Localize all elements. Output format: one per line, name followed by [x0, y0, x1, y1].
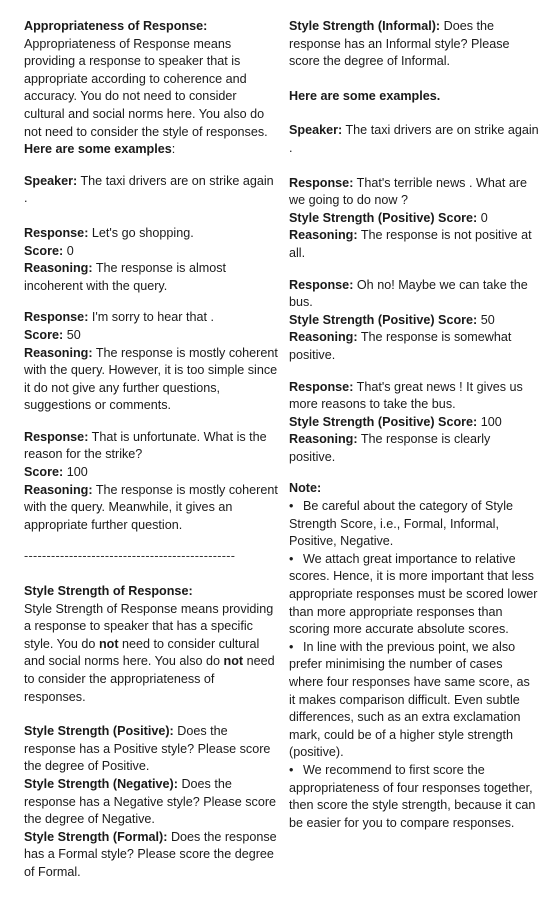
style-label: Style Strength (Formal):: [24, 829, 168, 844]
style-positive-definition: [24, 723, 278, 776]
style-strength-text-c: need to consider the appropriateness of responses.: [24, 654, 275, 704]
example-score: [24, 464, 278, 482]
reasoning-text: The response is mostly coherent with the query. Meanwhile, it gives an appropriate further question.: [24, 482, 278, 532]
section-separator: -----------------------------------------------: [24, 549, 236, 564]
bullet-icon: •: [289, 499, 294, 514]
response-text: Let's go shopping.: [88, 225, 194, 240]
example-score: [289, 414, 539, 432]
style-label: Style Strength (Negative):: [24, 776, 178, 791]
score-label: Score:: [24, 243, 64, 258]
style-informal-definition: [289, 18, 539, 71]
response-text: That's terrible news . What are we going to do now ?: [289, 175, 528, 208]
speaker-text: The taxi drivers are on strike again .: [289, 123, 539, 155]
reasoning-label: Reasoning:: [289, 432, 358, 447]
style-strength-not-1: not: [98, 636, 119, 651]
style-text: Does the response has a Negative style? Please score the degree of Negative.: [24, 776, 277, 827]
note-title: Note:: [289, 481, 322, 496]
style-label: Style Strength (Positive):: [24, 724, 174, 739]
reasoning-label: Reasoning:: [289, 330, 358, 345]
score-label: Style Strength (Positive) Score:: [289, 414, 478, 429]
reasoning-text: The response is clearly positive.: [289, 432, 491, 464]
note-item: [289, 639, 539, 762]
reasoning-label: Reasoning:: [289, 228, 358, 243]
example-reasoning: [289, 329, 539, 364]
bullet-icon: •: [289, 551, 294, 566]
style-example-3: [289, 379, 539, 467]
example-response: [289, 379, 539, 414]
style-example-2: [289, 277, 539, 365]
example-response: [24, 429, 278, 464]
example-reasoning: [24, 260, 278, 295]
response-text: I'm sorry to hear that .: [88, 310, 214, 325]
note-item-text: Be careful about the category of Style Strength Score, i.e., Formal, Informal, Positive, Negative.: [289, 499, 514, 549]
style-label: Style Strength (Informal):: [289, 19, 441, 33]
note-item: [289, 762, 539, 832]
response-text: That's great news ! It gives us more reasons to take the bus.: [289, 379, 523, 412]
style-strength-section: [24, 583, 278, 706]
style-negative-definition: [24, 776, 278, 829]
score-label: Style Strength (Positive) Score:: [289, 210, 478, 225]
examples-heading: Here are some examples.: [289, 88, 441, 103]
style-strength-not-2: not: [223, 654, 244, 669]
bullet-icon: •: [289, 639, 294, 654]
speaker-label: Speaker:: [24, 173, 78, 188]
bullet-icon: •: [289, 762, 294, 777]
response-text: Oh no! Maybe we can take the bus.: [289, 277, 528, 310]
example-score: [289, 312, 539, 330]
style-examples-heading: [289, 88, 539, 106]
right-speaker: [289, 122, 539, 157]
example-score: [24, 243, 278, 261]
example-score: [24, 327, 278, 345]
reasoning-label: Reasoning:: [24, 345, 93, 360]
score-value: 0: [477, 210, 488, 225]
note-item-text: We attach great importance to relative scores. Hence, it is more important that less appropriate responses must be scored lower than more appropriate responses than scoring more accurate absolute scores.: [289, 551, 538, 637]
score-value: 100: [63, 465, 88, 480]
reasoning-text: The response is somewhat positive.: [289, 330, 512, 362]
example-reasoning: [289, 227, 539, 262]
appropriateness-examples-colon: :: [171, 142, 176, 157]
style-strength-title: Style Strength of Response:: [24, 584, 193, 599]
reasoning-text: The response is not positive at all.: [289, 228, 532, 260]
speaker-text: The taxi drivers are on strike again .: [24, 173, 274, 206]
style-text: Does the response has an Informal style? Please score the degree of Informal.: [289, 19, 510, 69]
appropriateness-example-3: [24, 429, 278, 535]
response-label: Response:: [24, 225, 89, 240]
appropriateness-example-1: [24, 225, 278, 295]
reasoning-label: Reasoning:: [24, 261, 93, 276]
reasoning-text: The response is almost incoherent with the query.: [24, 261, 227, 293]
style-text: Does the response has a Positive style? Please score the degree of Positive.: [24, 724, 271, 774]
speaker-label: Speaker:: [289, 123, 343, 138]
style-formal-definition: [24, 829, 278, 882]
response-label: Response:: [289, 379, 354, 394]
example-response: [24, 225, 278, 243]
score-label: Score:: [24, 327, 64, 342]
left-column: [24, 18, 278, 899]
note-item-text: We recommend to first score the appropriateness of four responses together, then score the style strength, because it can be easier for you to compare responses.: [289, 762, 536, 830]
note-section: [289, 480, 539, 832]
example-response: [289, 277, 539, 312]
example-reasoning: [289, 431, 539, 466]
note-item: [289, 498, 539, 551]
example-reasoning: [24, 482, 278, 535]
appropriateness-title: Appropriateness of Response:: [24, 19, 208, 33]
appropriateness-example-2: [24, 309, 278, 415]
note-item: [289, 551, 539, 639]
right-column: [289, 18, 539, 849]
appropriateness-text: Appropriateness of Response means providing a response to speaker that is appropriate according to coherence and accuracy. You do not need to consider cultural and social norms here. You also do not need to consider the style of responses.: [24, 36, 268, 139]
example-response: [24, 309, 278, 327]
score-label: Score:: [24, 465, 64, 480]
style-text: Does the response has a Formal style? Please score the degree of Formal.: [24, 829, 277, 879]
style-definitions: [24, 723, 278, 881]
style-strength-text-a: Style Strength of Response means providing a response to speaker that has a specific style. You do: [24, 601, 274, 651]
example-score: [289, 210, 539, 228]
example-response: [289, 175, 539, 210]
appropriateness-section: [24, 18, 278, 159]
example-reasoning: [24, 345, 278, 415]
score-value: 50: [477, 312, 495, 327]
left-speaker: [24, 173, 278, 208]
response-label: Response:: [24, 429, 89, 444]
response-label: Response:: [24, 310, 89, 325]
reasoning-text: The response is mostly coherent with the query. However, it is too simple since it do not give any further questions, suggestions or comments.: [24, 345, 278, 413]
response-label: Response:: [289, 277, 354, 292]
appropriateness-examples-label: Here are some examples: [24, 142, 172, 157]
score-value: 0: [63, 243, 74, 258]
score-label: Style Strength (Positive) Score:: [289, 312, 478, 327]
response-text: That is unfortunate. What is the reason for the strike?: [24, 429, 267, 462]
score-value: 100: [477, 414, 502, 429]
response-label: Response:: [289, 175, 354, 190]
score-value: 50: [63, 327, 81, 342]
reasoning-label: Reasoning:: [24, 482, 93, 497]
note-item-text: In line with the previous point, we also prefer minimising the number of cases where four responses have same score, as it makes comparison difficult. Even subtle differences, such as an extra exclamation mark, could be of a higher style strength (positive).: [289, 639, 530, 760]
style-example-1: [289, 175, 539, 263]
style-strength-text-b: need to consider cultural and social norms here. You also do: [24, 636, 260, 669]
